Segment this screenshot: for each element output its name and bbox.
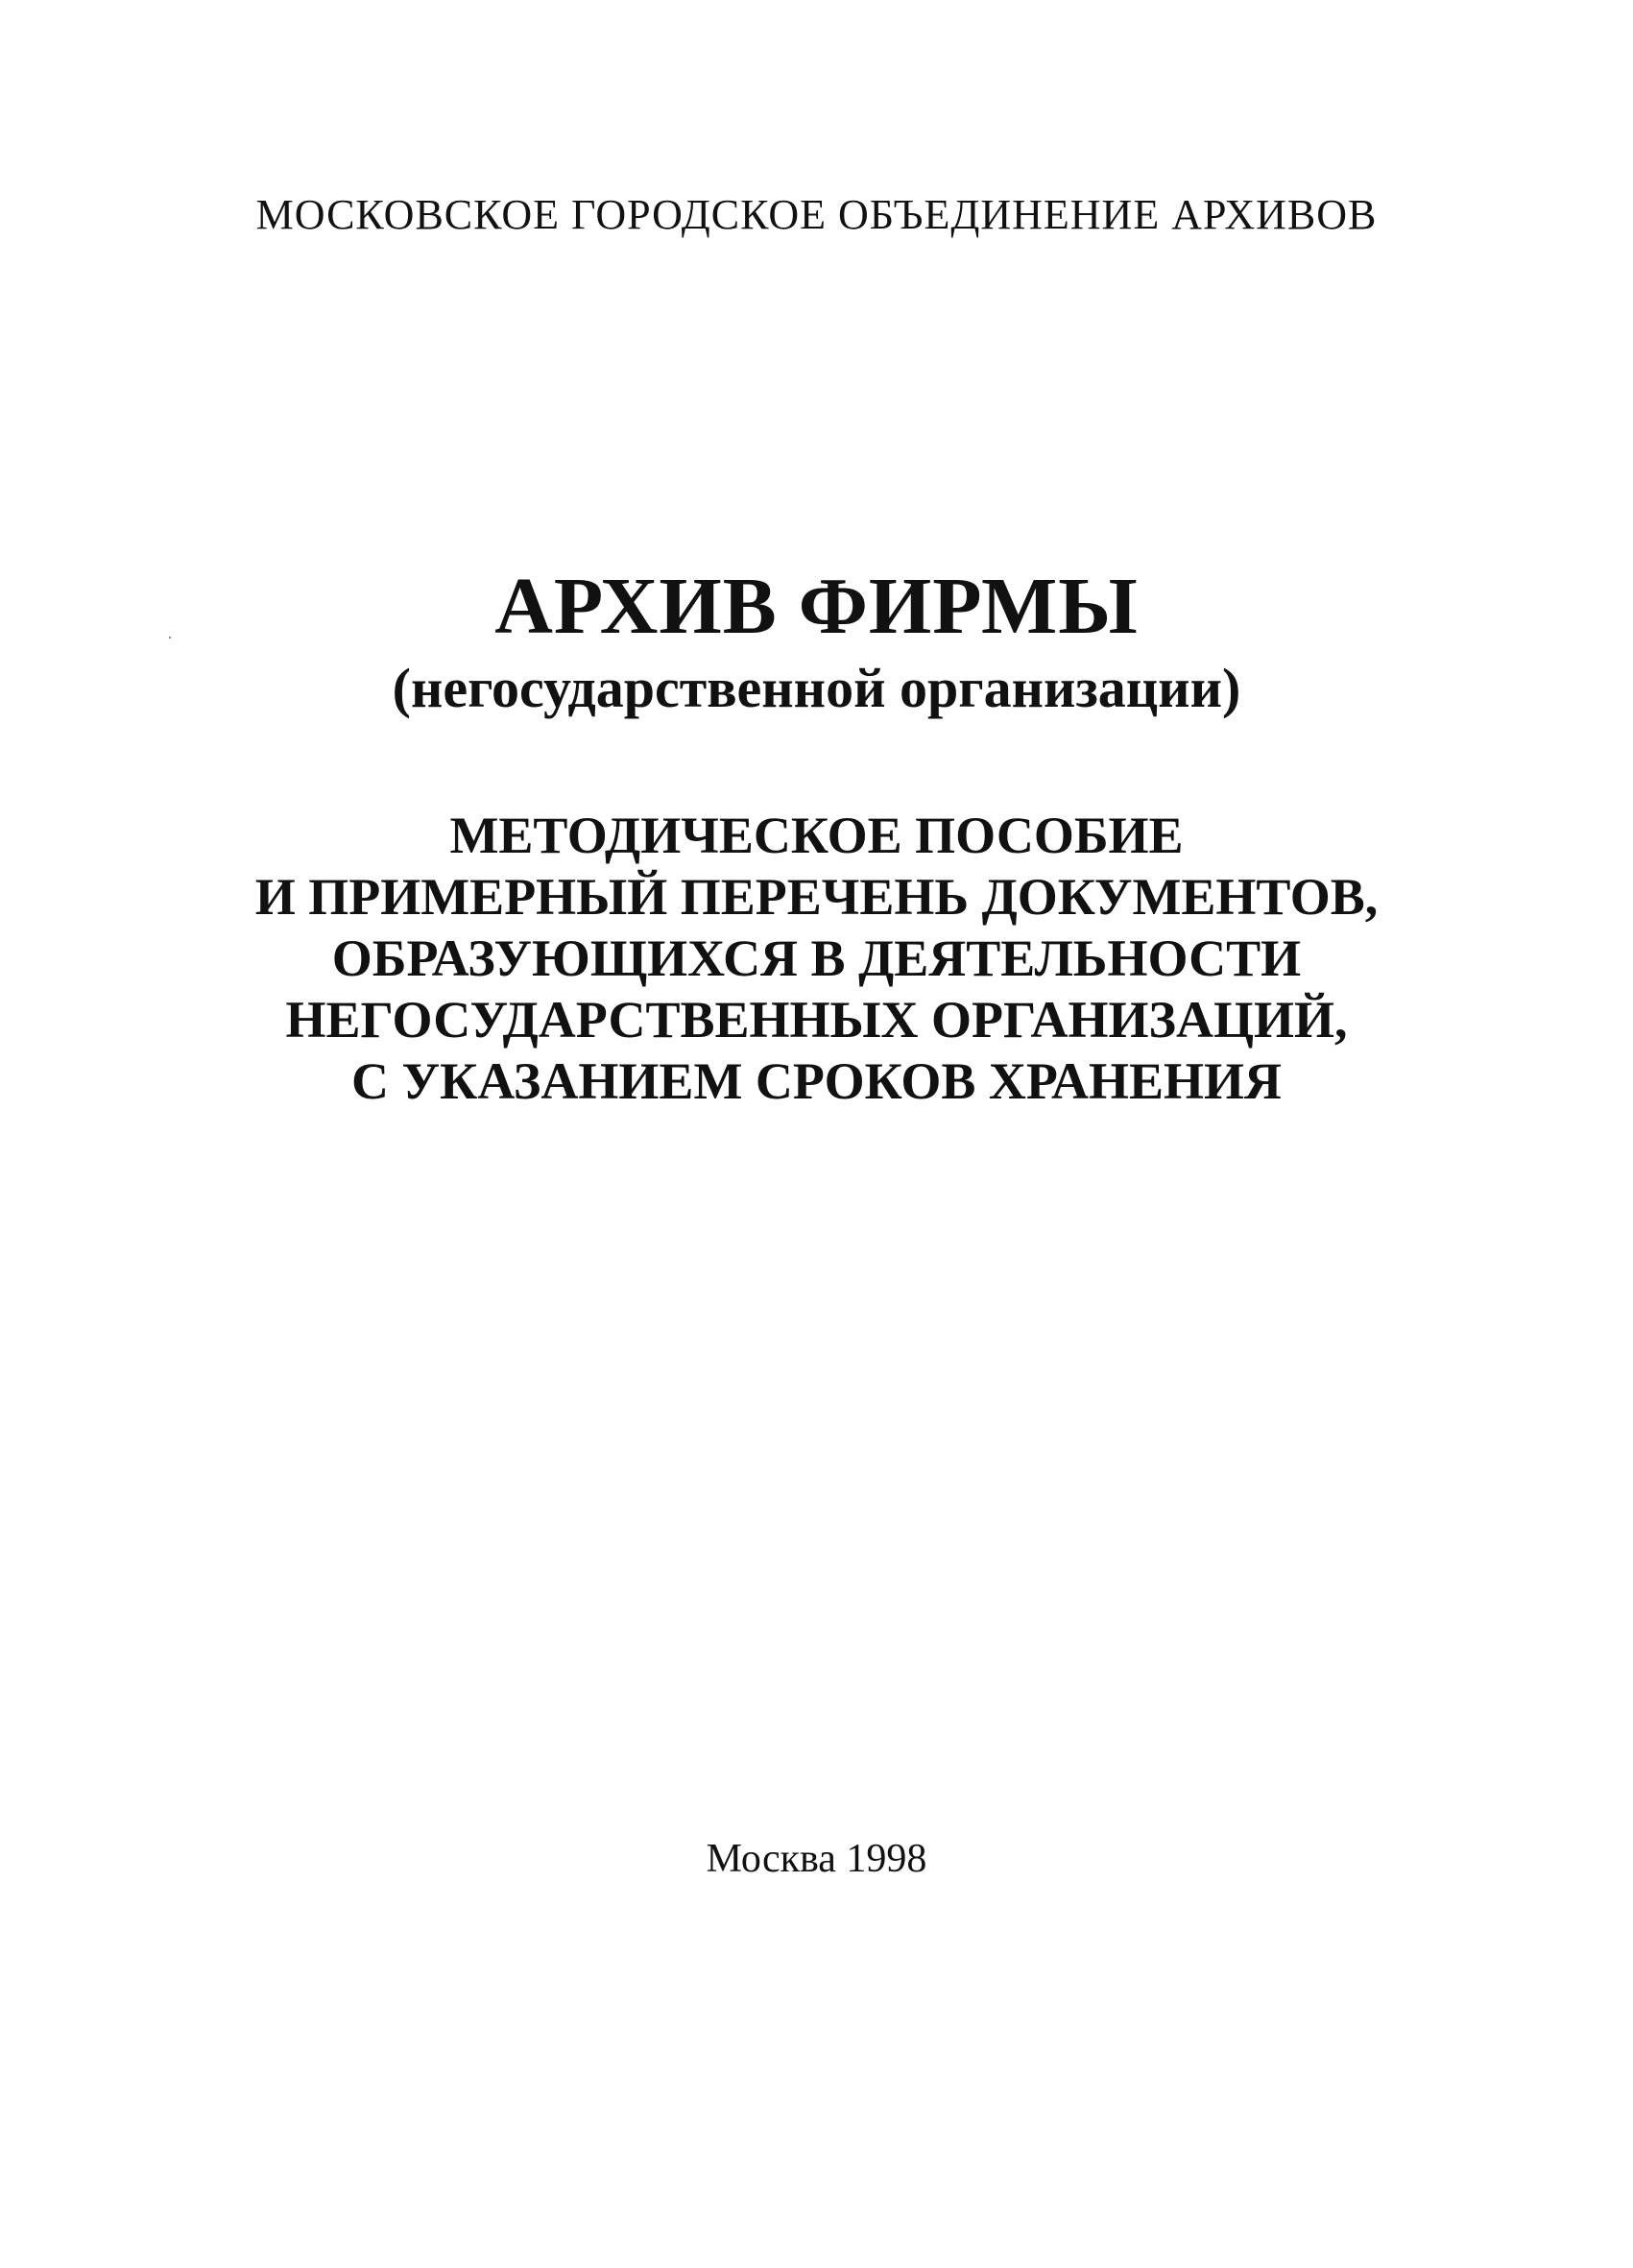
document-description bbox=[0, 805, 1633, 1112]
description-line: И ПРИМЕРНЫЙ ПЕРЕЧЕНЬ ДОКУМЕНТОВ, bbox=[254, 868, 1379, 926]
description-line: НЕГОСУДАРСТВЕННЫХ ОРГАНИЗАЦИЙ, bbox=[285, 991, 1348, 1049]
document-subtitle: (негосударственной организации) bbox=[392, 657, 1241, 719]
description-line: МЕТОДИЧЕСКОЕ ПОСОБИЕ bbox=[449, 807, 1184, 864]
place-and-year: Москва 1998 bbox=[706, 1837, 927, 1881]
document-title: АРХИВ ФИРМЫ bbox=[494, 562, 1139, 651]
organization-name: МОСКОВСКОЕ ГОРОДСКОЕ ОБЪЕДИНЕНИЕ АРХИВОВ bbox=[255, 191, 1378, 238]
description-line: ОБРАЗУЮЩИХСЯ В ДЕЯТЕЛЬНОСТИ bbox=[331, 929, 1302, 987]
description-line: С УКАЗАНИЕМ СРОКОВ ХРАНЕНИЯ bbox=[350, 1052, 1283, 1110]
